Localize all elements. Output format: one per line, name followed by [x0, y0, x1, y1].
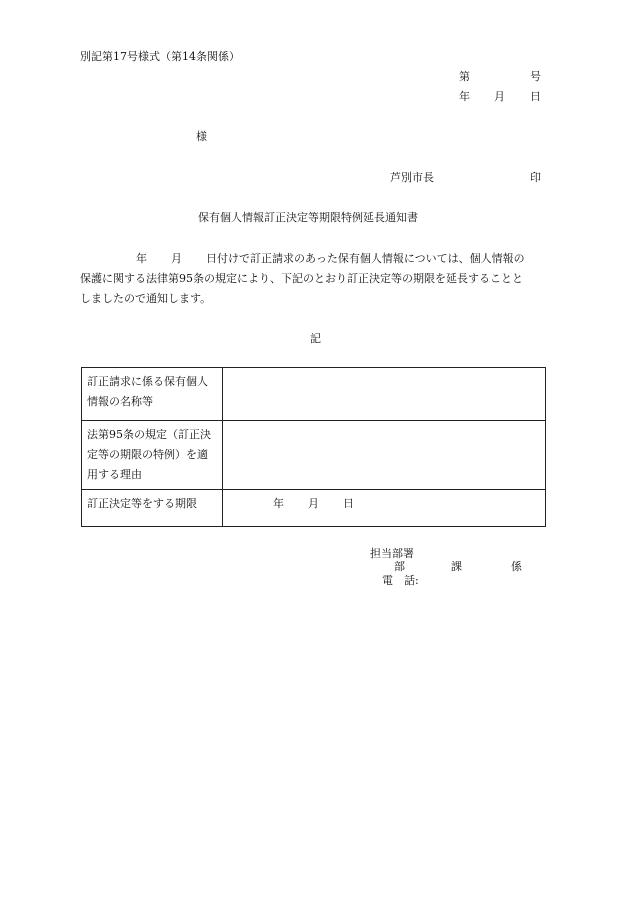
ki-heading: 記 [310, 332, 321, 345]
row3-value[interactable] [223, 490, 546, 527]
contact-bu: 部 [394, 560, 405, 573]
table-row [82, 421, 546, 490]
contact-dept-label: 担当部署 [370, 547, 414, 560]
deadline-year: 年 [273, 497, 284, 510]
body-line-3: しましたので通知します。 [80, 292, 212, 305]
seal-mark: 印 [530, 171, 541, 184]
contact-kakari: 係 [511, 560, 522, 573]
number-prefix: 第 [459, 70, 470, 83]
sender-name: 芦別市長 [390, 171, 434, 184]
table-row [82, 490, 546, 527]
contact-phone: 電 話: [382, 574, 419, 587]
body-line-1 [80, 249, 550, 269]
table-row [82, 368, 546, 421]
deadline-month: 月 [308, 497, 319, 510]
row2-label [82, 421, 223, 490]
details-table [81, 367, 546, 527]
document-title: 保有個人情報訂正決定等期限特例延長通知書 [198, 211, 418, 224]
body-line-2: 保護に関する法律第95条の規定により、下記のとおり訂正決定等の期限を延長することと [80, 272, 523, 285]
header-month: 月 [494, 90, 505, 103]
contact-ka: 課 [451, 560, 462, 573]
body-year: 年 [136, 252, 147, 265]
deadline-day: 日 [343, 497, 354, 510]
row2-value[interactable] [223, 421, 546, 490]
row3-label: 訂正決定等をする期限 [82, 490, 223, 527]
addressee-suffix: 様 [196, 130, 207, 143]
row1-value[interactable] [223, 368, 546, 421]
row1-label [82, 368, 223, 421]
body-month: 月 [171, 252, 182, 265]
body-paragraph [80, 249, 550, 309]
row1-label-line-a: 訂正請求に係る保有個人 [87, 375, 208, 388]
row2-label-line-a: 法第95条の規定（訂正決 [87, 428, 211, 441]
row2-label-line-c: 用する理由 [87, 468, 142, 481]
row2-label-line-b: 定等の期限の特例）を適 [87, 448, 208, 461]
row1-label-line-b: 情報の名称等 [87, 395, 153, 408]
header-year: 年 [459, 90, 470, 103]
header-day: 日 [530, 90, 541, 103]
form-label: 別記第17号様式（第14条関係） [80, 50, 240, 63]
body-line-1-text: 日付けで訂正請求のあった保有個人情報については、個人情報の [206, 252, 525, 265]
number-suffix: 号 [530, 70, 541, 83]
